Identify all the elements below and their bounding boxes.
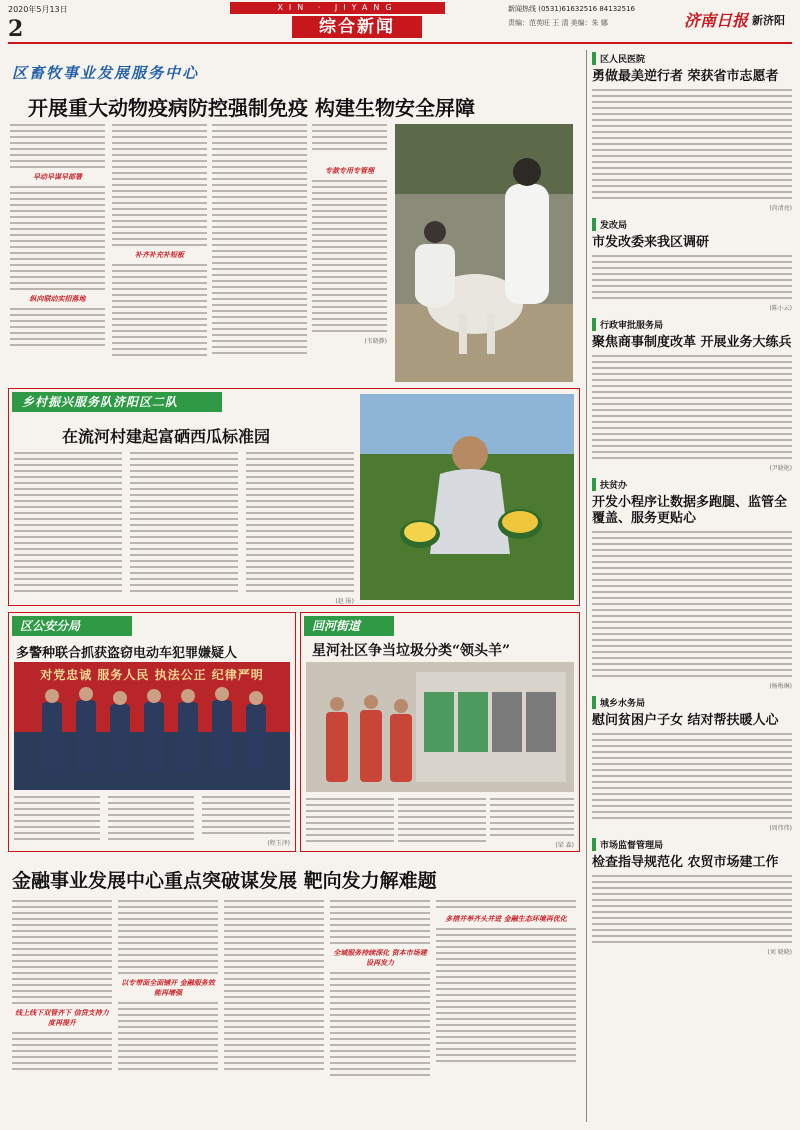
editors-line: 责编：范英旺 王 清 美编：朱 娜 (508, 19, 608, 27)
right-tag: 发改局 (592, 218, 792, 231)
right-tag: 市场监督管理局 (592, 838, 792, 851)
finance-headline: 金融事业发展中心重点突破谋发展 靶向发力解难题 (12, 870, 437, 892)
waste-col-1 (306, 798, 394, 846)
text-block (330, 972, 430, 1076)
text-block (490, 798, 574, 836)
finance-col-1 (12, 900, 112, 1074)
melon-headline: 在流河村建起富硒西瓜标准园 (62, 427, 271, 446)
melon-col-1 (14, 452, 122, 596)
text-block (398, 798, 486, 842)
text-block (592, 875, 792, 943)
police-col-1 (14, 796, 100, 844)
main-byline: (韦晓静) (364, 338, 387, 345)
finance-col-5 (436, 900, 576, 1066)
right-item-approval (592, 318, 792, 472)
right-headline: 聚焦商事制度改革 开展业务大练兵 (592, 335, 792, 350)
vaccination-photo-art (395, 124, 573, 382)
text-block (108, 796, 194, 840)
right-tag: 扶贫办 (592, 478, 792, 491)
police-kicker: 区公安分局 (12, 616, 132, 636)
finance-subhead-3: 全域服务持续深化 资本市场建设再发力 (333, 949, 427, 967)
right-byline: (周伟伟) (769, 825, 792, 832)
waste-kicker: 回河街道 (304, 616, 394, 636)
finance-col-2 (118, 900, 218, 1074)
main-subhead-3: 补齐补充补短板 (135, 251, 184, 259)
right-item-poverty (592, 478, 792, 690)
text-block (130, 452, 238, 592)
melon-photo-art (360, 394, 574, 600)
text-block (202, 796, 290, 834)
text-block (312, 124, 387, 150)
text-block (436, 928, 576, 1062)
right-headline: 勇做最美逆行者 荣获省市志愿者 (592, 69, 779, 84)
text-block (592, 531, 792, 677)
text-block (592, 89, 792, 199)
melon-kicker: 乡村振兴服务队济阳区二队 (12, 392, 222, 412)
main-subhead-1: 早动早谋早部署 (33, 173, 82, 181)
text-block (246, 452, 354, 592)
right-item-hospital (592, 52, 792, 212)
text-block (592, 255, 792, 299)
right-byline: (杨梅琳) (769, 683, 792, 690)
text-block (112, 264, 207, 356)
police-col-2 (108, 796, 194, 844)
text-block (10, 124, 105, 168)
right-item-market (592, 838, 792, 956)
main-headline: 开展重大动物疫病防控强制免疫 构建生物安全屏障 (28, 96, 475, 120)
text-block (436, 900, 576, 908)
finance-col-3 (224, 900, 324, 1074)
header-bar: XIN · JIYANG (230, 2, 445, 14)
text-block (312, 180, 387, 332)
finance-subhead-1: 线上线下双管齐下 信贷支持力度再提升 (15, 1009, 109, 1027)
main-col-3 (212, 124, 307, 358)
police-col-3 (202, 796, 290, 847)
right-headline: 市发改委来我区调研 (592, 235, 710, 250)
page-number: 2 (8, 16, 24, 42)
right-headline: 检查指导规范化 农贸市场建工作 (592, 855, 779, 870)
waste-photo-art (306, 662, 574, 792)
right-tag: 区人民医院 (592, 52, 792, 65)
waste-byline: (梁 森) (555, 842, 574, 849)
police-banner-text: 对党忠诚 服务人民 执法公正 纪律严明 (40, 668, 264, 682)
right-tag: 城乡水务局 (592, 696, 792, 709)
melon-col-2 (130, 452, 238, 596)
text-block (12, 900, 112, 1004)
edition-name: 新济阳 (752, 14, 785, 27)
police-byline: (程玉泽) (267, 840, 290, 847)
text-block (10, 186, 105, 290)
finance-col-4 (330, 900, 430, 1080)
header-rule (8, 42, 792, 44)
text-block (330, 900, 430, 944)
main-col-4 (312, 124, 387, 345)
waste-col-3 (490, 798, 574, 849)
news-hotline: 新闻热线 (0531)61632516 84132516 (508, 5, 635, 13)
finance-subhead-4: 多措并举齐头并进 金融生态环境再优化 (445, 915, 567, 923)
text-block (118, 1002, 218, 1070)
right-byline: (尹晓艳) (769, 465, 792, 472)
right-byline: (刘 晓晓) (767, 949, 792, 956)
melon-byline: (赵 报) (335, 598, 354, 605)
newspaper-logo: 济南日报 (684, 11, 749, 30)
text-block (592, 733, 792, 819)
police-headline: 多警种联合抓获盗窃电动车犯罪嫌疑人 (16, 646, 238, 661)
right-byline: (陈小云) (769, 305, 792, 312)
vaccination-photo (395, 124, 573, 382)
section-title: 综合新闻 (292, 16, 422, 38)
waste-photo (306, 662, 574, 792)
finance-subhead-2: 以专带面全面铺开 金融服务效能再增强 (121, 979, 215, 997)
main-subhead-4: 专款专用专管理 (325, 167, 374, 175)
right-byline: (尚清亮) (769, 205, 792, 212)
right-tag: 行政审批服务局 (592, 318, 792, 331)
main-subhead-2: 纵向联动实招落地 (29, 295, 86, 303)
right-column (592, 52, 792, 956)
right-headline: 开发小程序让数据多跑腿、监管全覆盖、服务更贴心 (592, 495, 788, 526)
column-divider (586, 50, 587, 1122)
text-block (112, 124, 207, 246)
text-block (14, 452, 122, 592)
waste-headline: 星河社区争当垃圾分类“领头羊” (312, 643, 511, 659)
text-block (14, 796, 100, 840)
text-block (306, 798, 394, 842)
text-block (224, 900, 324, 1070)
main-kicker: 区畜牧事业发展服务中心 (12, 64, 200, 82)
right-headline: 慰问贫困户子女 结对帮扶暖人心 (592, 713, 779, 728)
text-block (10, 308, 105, 346)
melon-photo (360, 394, 574, 600)
police-photo (14, 662, 290, 790)
right-item-reform (592, 218, 792, 312)
main-col-2 (112, 124, 207, 360)
text-block (592, 355, 792, 459)
waste-col-2 (398, 798, 486, 846)
text-block (12, 1032, 112, 1070)
main-col-1 (10, 124, 105, 350)
melon-col-3 (246, 452, 354, 605)
issue-date: 2020年5月13日 (8, 5, 68, 14)
text-block (212, 124, 307, 354)
right-item-water (592, 696, 792, 832)
text-block (118, 900, 218, 974)
